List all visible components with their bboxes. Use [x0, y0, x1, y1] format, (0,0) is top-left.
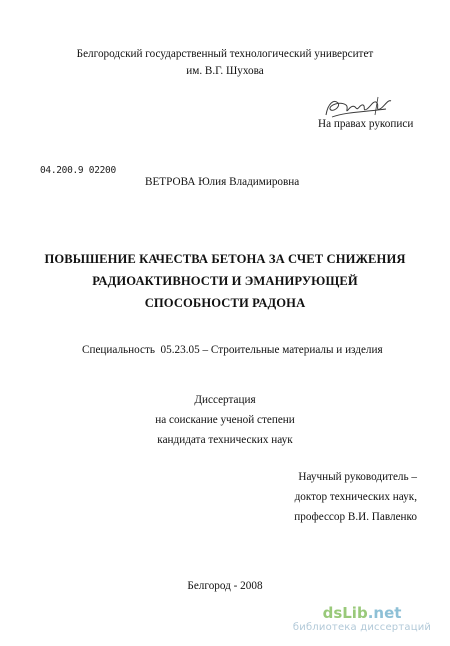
supervisor-line-2: доктор технических наук,	[294, 491, 417, 503]
degree-line-3: кандидата технических наук	[157, 434, 293, 446]
university-honorific: им. В.Г. Шухова	[186, 65, 264, 77]
dissertation-degree-block	[0, 390, 450, 450]
supervisor-line-3: профессор В.И. Павленко	[294, 511, 417, 523]
city-year: Белгород - 2008	[187, 580, 263, 592]
manuscript-rights-note: На правах рукописи	[318, 118, 414, 130]
degree-line-2: на соискание ученой степени	[155, 414, 295, 426]
dslib-watermark[interactable]	[282, 604, 442, 634]
specialty-line: Специальность 05.23.05 – Строительные материалы и изделия	[82, 344, 383, 356]
watermark-logo-part2: .net	[367, 604, 402, 622]
author-name: ВЕТРОВА Юлия Владимировна	[145, 176, 300, 188]
catalog-code: 04.200.9 02200	[40, 165, 116, 176]
title-line-3: СПОСОБНОСТИ РАДОНА	[144, 296, 306, 310]
title-line-2: РАДИОАКТИВНОСТИ И ЭМАНИРУЮЩЕЙ	[92, 274, 358, 288]
watermark-logo	[282, 604, 442, 622]
university-header	[0, 46, 450, 80]
dissertation-title	[0, 248, 450, 314]
supervisor-block	[277, 467, 417, 527]
supervisor-line-1: Научный руководитель –	[298, 471, 417, 483]
university-name: Белгородский государственный технологический университет	[76, 48, 374, 60]
watermark-subtitle: библиотека диссертаций	[292, 622, 432, 633]
watermark-logo-part1: dsLib	[322, 604, 368, 622]
degree-line-1: Диссертация	[194, 394, 256, 406]
title-line-1: ПОВЫШЕНИЕ КАЧЕСТВА БЕТОНА ЗА СЧЕТ СНИЖЕНИЯ	[44, 252, 406, 266]
